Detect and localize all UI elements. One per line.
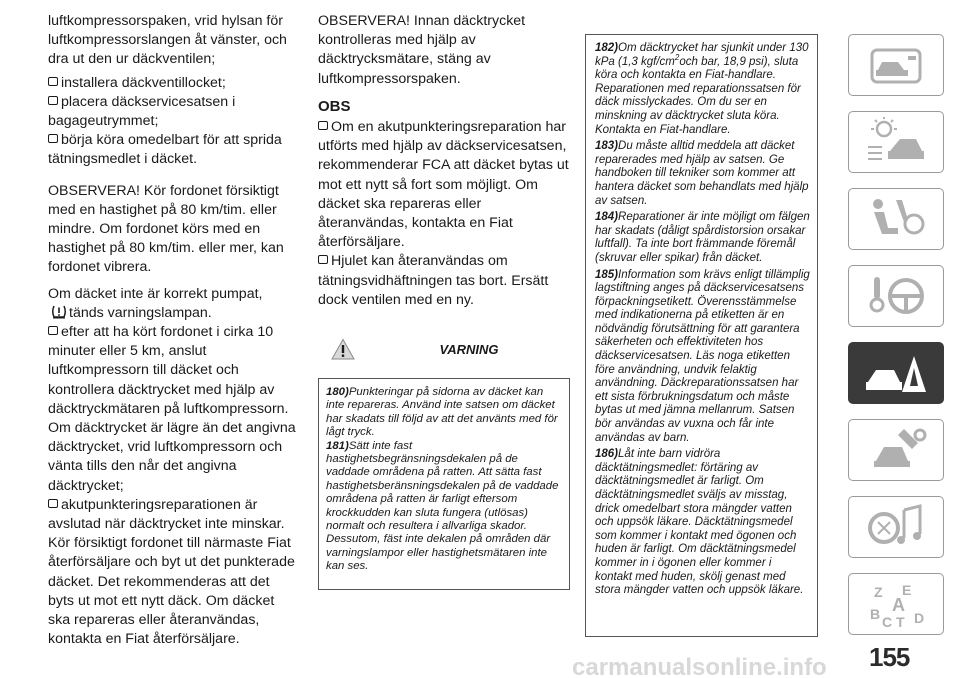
paragraph: Om däcket inte är korrekt pumpat, tänds varningslampan. xyxy=(48,285,263,321)
chapter-sidebar xyxy=(848,34,946,637)
emergency-icon xyxy=(864,348,928,398)
page-number: 155 xyxy=(869,642,910,672)
svg-text:E: E xyxy=(902,582,912,598)
warning-title: VARNING xyxy=(439,342,499,357)
tab-index[interactable] xyxy=(848,573,944,635)
checkbox-bullet-icon xyxy=(318,121,328,130)
tire-pressure-warning-icon xyxy=(51,304,67,319)
multimedia-icon xyxy=(864,502,928,552)
watermark: carmanualsonline.info xyxy=(572,654,827,678)
svg-text:B: B xyxy=(870,606,881,622)
warning-lights-icon xyxy=(864,117,928,167)
list-item: Hjulet kan återanvändas om tätningsvidhäftningen tas bort. Ersätt dock ventilen med en ny. xyxy=(318,253,549,308)
checkbox-bullet-icon xyxy=(48,96,58,105)
checkbox-bullet-icon xyxy=(318,255,328,264)
list-item: efter att ha kört fordonet i cirka 10 minuter eller 5 km, anslut luftkompressorn till däcket och kontrollera däcktrycket med hjälp av däcktryckmätaren på luftkompressorn. Om däcktrycket är lägre än det angivna däcktrycket, vrid luftkompressorn och vänta tills den når det angivna däcktrycket; xyxy=(48,324,296,494)
index-icon xyxy=(864,579,928,629)
list-item: Om en akutpunkteringsreparation har utförts med hjälp av däckservicesatsen, rekommenderar FCA att däcket bytas ut mot ett nytt så fort som möjligt. Om däcket ska repareras eller återanvändas, kontakta en Fiat återförsäljare. xyxy=(318,119,569,251)
list-item: börja köra omedelbart för att sprida tätningsmedlet i däcket. xyxy=(48,132,282,168)
tab-safety[interactable] xyxy=(848,188,944,250)
checkbox-bullet-icon xyxy=(48,499,58,508)
tab-emergency[interactable] xyxy=(848,342,944,404)
checkbox-bullet-icon xyxy=(48,326,58,335)
note-item: 182)Om däcktrycket har sjunkit under 130 kPa (1,3 kgf/$cm^2och$ bar, 18,9 psi), sluta köra och kontakta en Fiat-handlare. Reparationen med reparationssatsen för däck misslyckades. Om du ser en minskning av däcktrycket sluta köra. Kontakta en Fiat-handlare. xyxy=(595,42,809,136)
paragraph: OBSERVERA! Kör fordonet försiktigt med en hastighet på 80 km/tim. eller mindre. Om fordonet körs med en hastighet på 80 km/tim. eller mer, kan fordonet vibrera. xyxy=(48,182,284,276)
checkbox-bullet-icon xyxy=(48,77,58,86)
paragraph: luftkompressorspaken, vrid hylsan för luftkompressorslangen åt vänster, och dra ut den ur däckventilen; xyxy=(48,13,287,68)
checkbox-bullet-icon xyxy=(48,134,58,143)
starting-driving-icon xyxy=(864,271,928,321)
svg-text:T: T xyxy=(896,614,905,629)
maintenance-icon xyxy=(864,425,928,475)
warning-triangle-icon xyxy=(331,338,355,360)
paragraph: OBSERVERA! Innan däcktrycket kontrolleras med hjälp av däcktrycksmätare, stäng av luftkompressorspaken. xyxy=(318,13,526,87)
svg-text:Z: Z xyxy=(874,584,883,600)
list-item: akutpunkteringsreparationen är avslutad när däcktrycket inte minskar. Kör försiktigt fordonet till närmaste Fiat återförsäljare och byt ut det punkterade däcket. Det rekommenderas att det byts ut mot ett nytt däck. Om däcket ska repareras eller återanvändas, kontakta en Fiat återförsäljare. xyxy=(48,496,295,648)
list-item: placera däckservicesatsen i bagageutrymmet; xyxy=(48,93,236,130)
car-info-icon xyxy=(864,40,928,90)
warning-box xyxy=(318,326,570,590)
svg-text:A: A xyxy=(892,595,905,615)
tab-car-info[interactable] xyxy=(848,34,944,96)
svg-text:D: D xyxy=(914,610,925,626)
safety-icon xyxy=(864,194,928,244)
section-heading: OBS xyxy=(318,97,351,115)
text-column-left xyxy=(48,12,298,650)
warning-notes-box xyxy=(585,34,818,637)
tab-multimedia[interactable] xyxy=(848,496,944,558)
svg-text:C: C xyxy=(882,614,893,629)
note-item: 184)Reparationer är inte möjligt om fälgen har skadats (dåligt spårdistorsion orsakar luftfall). Ta inte bort främmande föremål (skruvar eller spikar) från däcket. xyxy=(595,211,810,264)
tab-maintenance[interactable] xyxy=(848,419,944,481)
note-item: 183)Du måste alltid meddela att däcket reparerades med hjälp av satsen. Ge handboken till tekniker som kommer att hantera däcket som behandlats med hjälp av satsen. xyxy=(595,140,809,207)
warning-text: 180)Punkteringar på sidorna av däcket kan inte repareras. Använd inte satsen om däcket har skadats till följd av att det använts med för lågt tryck. 181)Sätt inte fast hastighetsbegränsningsdekalen på de vaddade områdena på ratten. Att sätta fast hastighetsberänsningsdekalen på de vaddade områdena på ratten är farligt eftersom krockkudden kan sluta fungera (utlösas) normalt och resultera i allvarliga skador. Dessutom, fäst inte dekalen på områden där varningslampor eller hastighetsmätaren inte kan ses. xyxy=(318,378,570,590)
text-column-middle xyxy=(318,12,570,310)
tab-starting-driving[interactable] xyxy=(848,265,944,327)
list-item: installera däckventillocket; xyxy=(48,74,298,93)
warning-header xyxy=(318,326,570,372)
tab-warning-lights[interactable] xyxy=(848,111,944,173)
note-item: 186)Låt inte barn vidröra däcktätningsmedlet: förtäring av däcktätningsmedlet är farligt. Om däcktätningsmedlet sväljs av misstag, drick omedelbart stora mängder vatten och uppsök läkare. Däcktätningsmedel som kommer i kontakt med ögonen och huden är farligt. Om däcktätningsmedel kommer in i ögonen eller kommer i kontakt med huden, skölj genast med stora mängder vatten och uppsök läkare. xyxy=(595,448,804,597)
note-item: 185)Information som krävs enligt tillämplig lagstiftning anges på däckservicesatsens förpackningsetikett. Överensstämmelse med indikationerna på etiketten är en nödvändig förutsättning för att garantera säkerheten och effektiviteten hos däckservicesatsen. Läs noga etiketten före användning, undvik felaktig användning. Däckreparationssatsen har ett sista förbrukningsdatum och måste bytas ut med jämna mellanrum. Satsen bör användas av vuxna och får inte användas av barn. xyxy=(595,268,810,444)
